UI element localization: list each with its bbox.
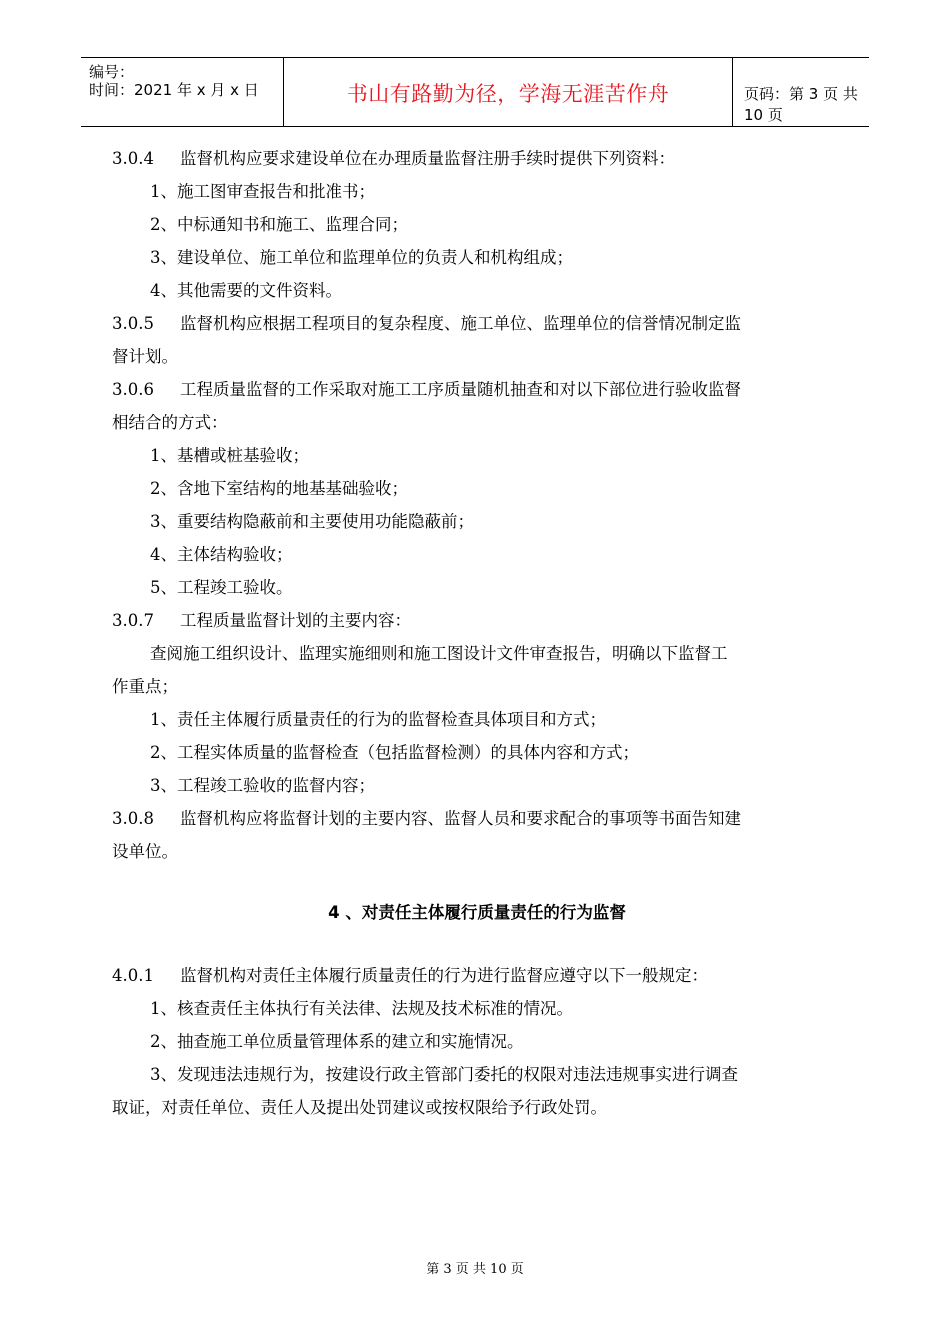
paragraph-text: 2、含地下室结构的地基基础验收； [150,479,408,498]
list-item [112,736,842,769]
document-body [112,142,842,1124]
paragraph-text: 2、抽查施工单位质量管理体系的建立和实施情况。 [150,1032,524,1051]
clause-number: 3.0.8 [112,809,154,828]
clause-number: 4.0.1 [112,966,154,985]
header-motto: 书山有路勤为径，学海无涯苦作舟 [346,82,670,106]
paragraph-text: 1、基槽或桩基验收； [150,446,309,465]
paragraph-text: 1、责任主体履行质量责任的行为的监督检查具体项目和方式； [150,710,606,729]
page-footer: 第 3 页 共 10 页 [426,1262,524,1277]
clause-number: 3.0.4 [112,149,154,168]
paragraph-text: 2、中标通知书和施工、监理合同； [150,215,408,234]
document-header [81,57,869,127]
paragraph-text: 2、工程实体质量的监督检查（包括监督检测）的具体内容和方式； [150,743,639,762]
document-date-label: 时间：2021 年 x 月 x 日 [89,81,259,99]
paragraph-text: 1、施工图审查报告和批准书； [150,182,375,201]
paragraph-text: 监督机构应要求建设单位在办理质量监督注册手续时提供下列资料： [180,149,675,168]
list-item [112,274,842,307]
paragraph-text: 4、主体结构验收； [150,545,293,564]
paragraph-text: 3、建设单位、施工单位和监理单位的负责人和机构组成； [150,248,573,267]
clause-number: 3.0.6 [112,380,154,399]
list-item [112,175,842,208]
clauses-section-3 [112,142,842,868]
paragraph-continuation: 作重点； [112,677,178,696]
paragraph-text: 4、其他需要的文件资料。 [150,281,342,300]
clause-paragraph [112,802,842,835]
clause-number: 3.0.5 [112,314,154,333]
list-item [112,703,842,736]
list-item [112,241,842,274]
list-item [112,769,842,802]
list-item [112,538,842,571]
clause-paragraph [112,959,842,992]
header-page-label: 页码：第 3 页 共 10 页 [744,85,858,124]
clause-paragraph [112,307,842,340]
paragraph-text: 工程质量监督计划的主要内容： [180,611,411,630]
list-item [112,1058,842,1091]
list-item [112,439,842,472]
list-item [112,571,842,604]
list-item [112,992,842,1025]
paragraph-continuation: 设单位。 [112,842,178,861]
list-item [112,1025,842,1058]
list-item [112,505,842,538]
paragraph-text: 工程质量监督的工作采取对施工工序质量随机抽查和对以下部位进行验收监督 [180,380,741,399]
paragraph-text: 5、工程竣工验收。 [150,578,293,597]
clause-paragraph [112,142,842,175]
paragraph-text: 3、发现违法违规行为，按建设行政主管部门委托的权限对违法违规事实进行调查 [150,1065,738,1084]
clauses-section-4 [112,959,842,1124]
header-motto-cell [283,58,733,126]
paragraph-continuation: 取证，对责任单位、责任人及提出处罚建议或按权限给予行政处罚。 [112,1098,607,1117]
clause-number: 3.0.7 [112,611,154,630]
header-meta-cell [81,58,283,126]
document-number-label: 编号： [89,63,135,81]
clause-paragraph [112,373,842,406]
paragraph-continuation: 相结合的方式： [112,413,228,432]
header-page-cell [732,58,869,126]
paragraph-text: 监督机构应根据工程项目的复杂程度、施工单位、监理单位的信誉情况制定监 [180,314,741,333]
paragraph-text: 1、核查责任主体执行有关法律、法规及技术标准的情况。 [150,999,573,1018]
paragraph-continuation: 督计划。 [112,347,178,366]
list-item [112,472,842,505]
paragraph-text: 监督机构应将监督计划的主要内容、监督人员和要求配合的事项等书面告知建 [180,809,741,828]
section-title: 4 、对责任主体履行质量责任的行为监督 [328,903,626,922]
paragraph-text: 监督机构对责任主体履行质量责任的行为进行监督应遵守以下一般规定： [180,966,708,985]
clause-paragraph [112,604,842,637]
list-item [112,208,842,241]
list-item [112,637,842,670]
paragraph-text: 查阅施工组织设计、监理实施细则和施工图设计文件审查报告，明确以下监督工 [150,644,728,663]
paragraph-text: 3、重要结构隐蔽前和主要使用功能隐蔽前； [150,512,474,531]
paragraph-text: 3、工程竣工验收的监督内容； [150,776,375,795]
